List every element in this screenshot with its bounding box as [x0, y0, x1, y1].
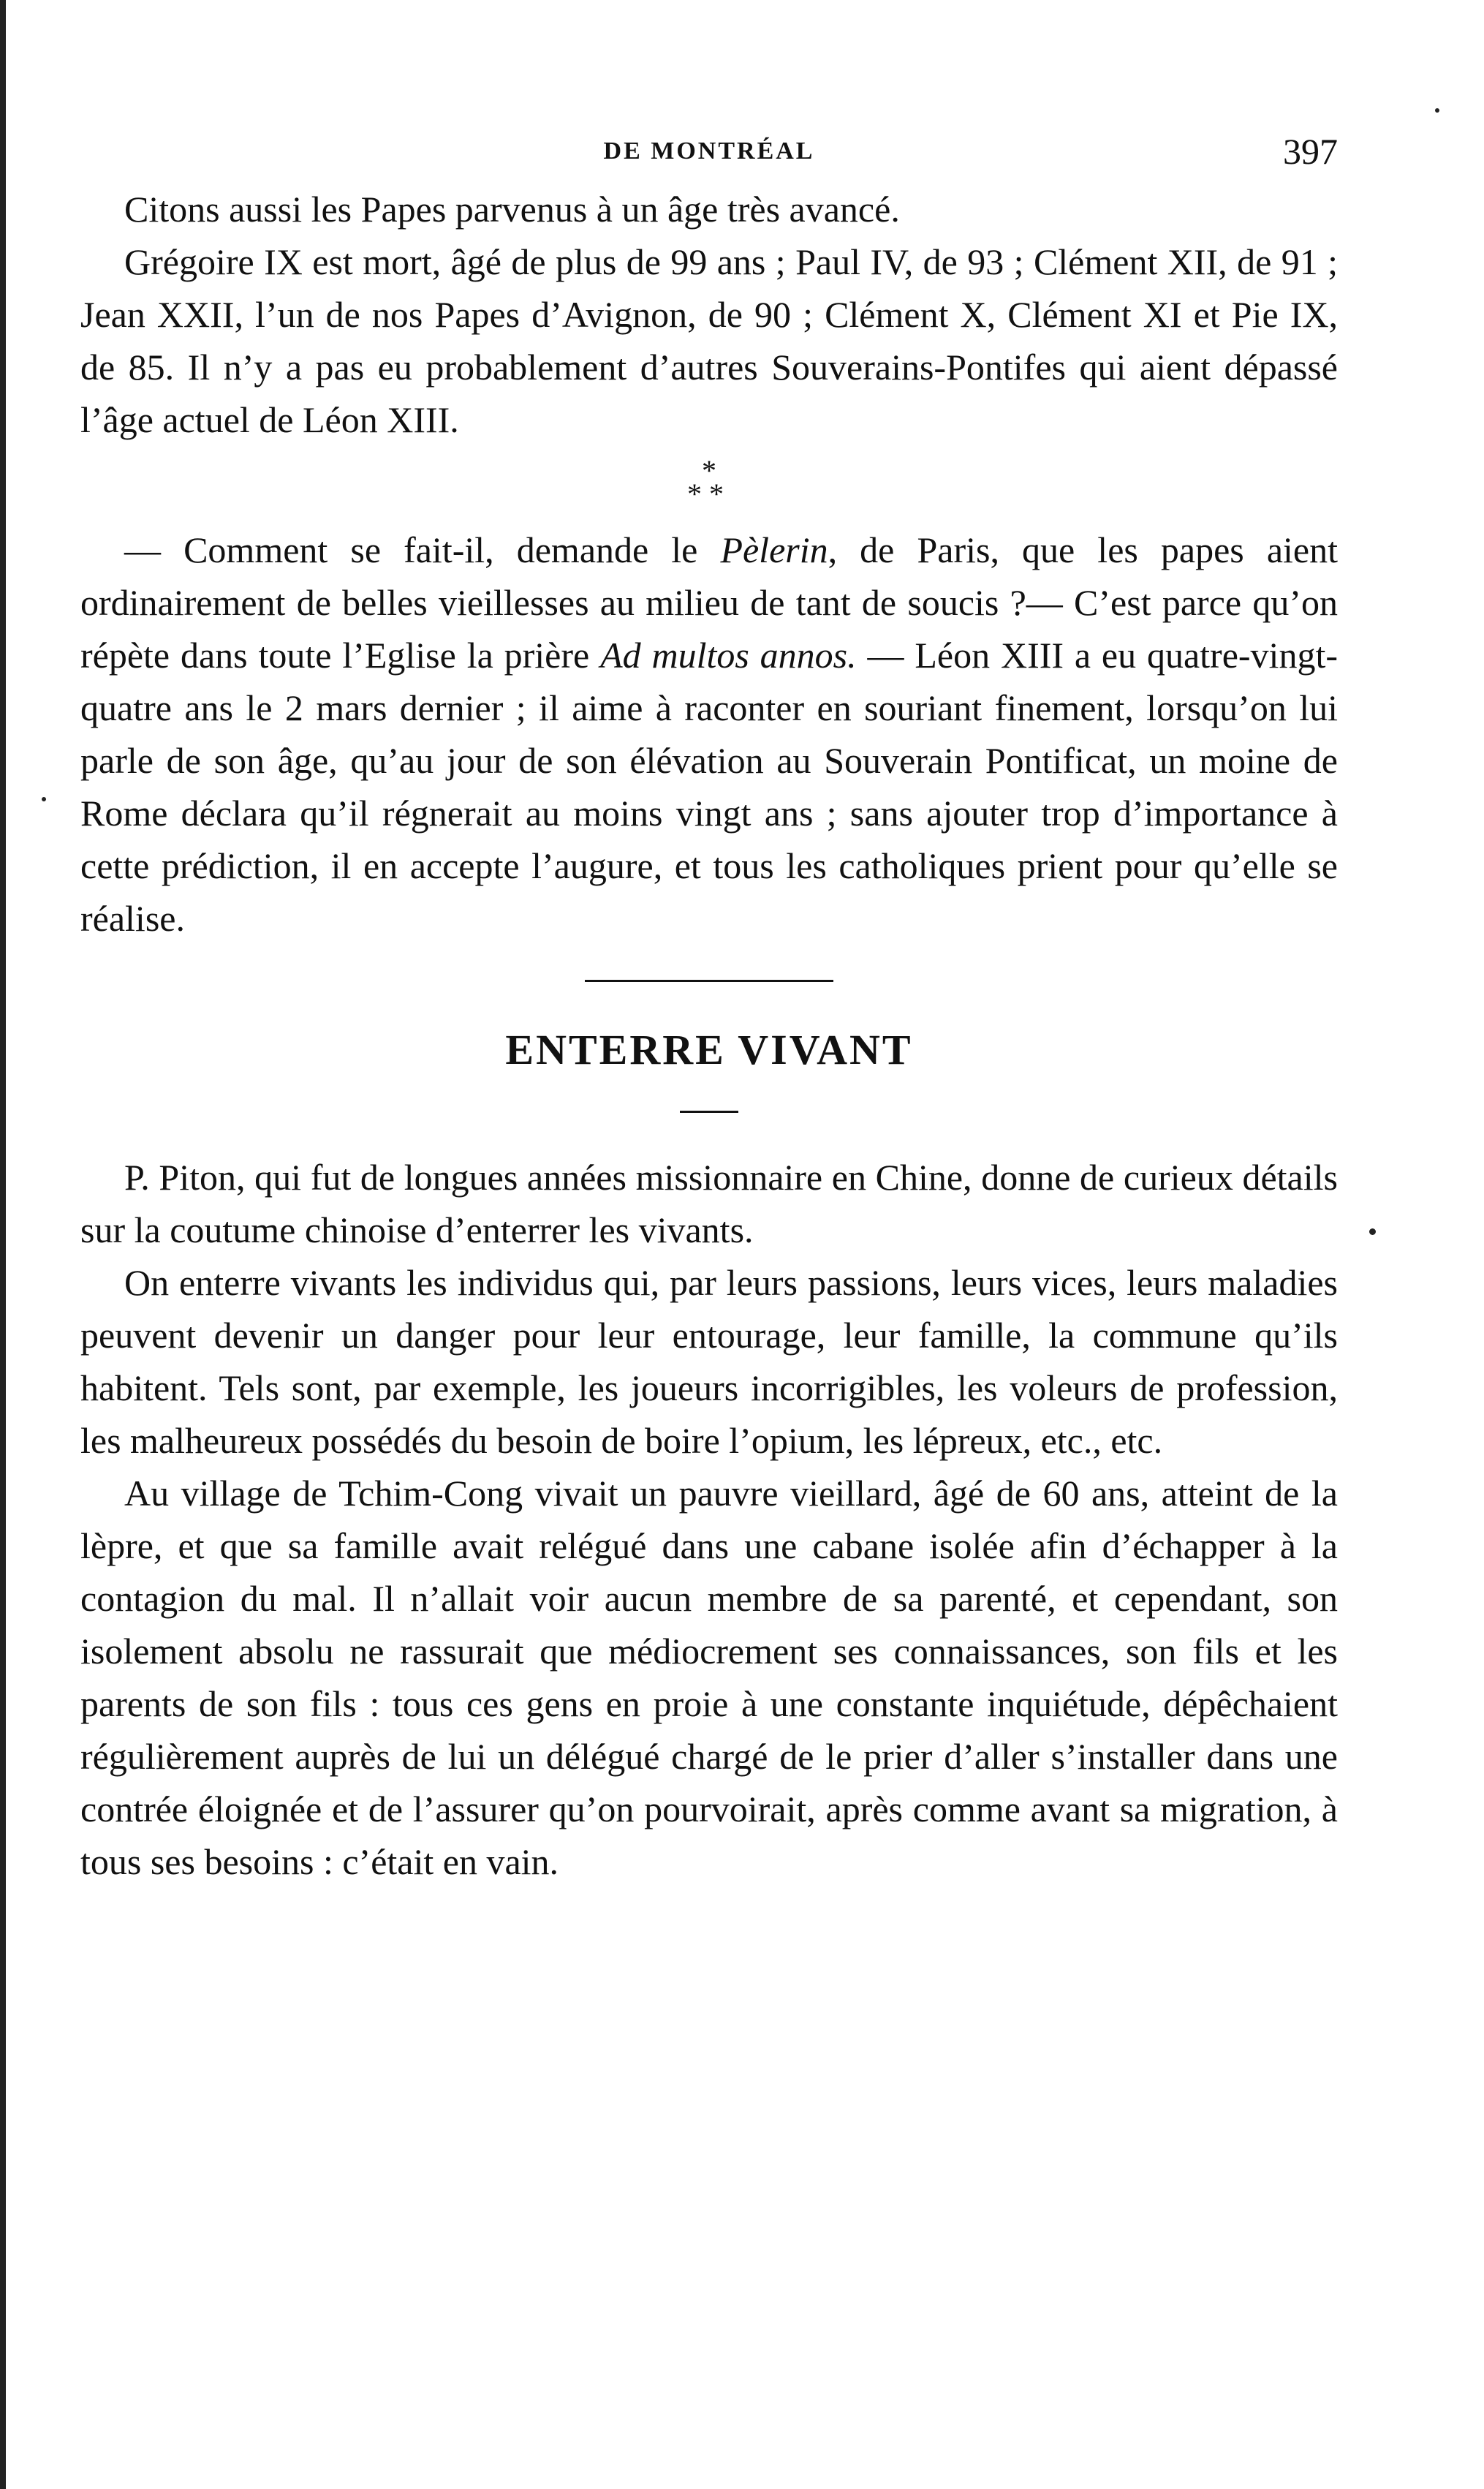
- paragraph: Au village de Tchim-Cong vivait un pauvre vieillard, âgé de 60 ans, atteint de la lèpre, et que sa famille avait relégué dans une cabane isolée afin d’échapper à la contagion du mal. Il n’allait voir aucun membre de sa parenté, et cependant, son isolement absolu ne rassurait que médiocrement ses connaissances, son fils et les parents de son fils : tous ces gens en proie à une constante inquiétude, dépêchaient régulièrement auprès de lui un délégué chargé de le prier d’aller s’installer dans une contrée éloignée et de l’assurer qu’on pourvoirait, après comme avant sa migration, à tous ses besoins : c’était en vain.: [80, 1473, 1338, 1882]
- paragraph: Grégoire IX est mort, âgé de plus de 99 ans ; Paul IV, de 93 ; Clément XII, de 91 ; Jean XXII, l’un de nos Papes d’Avignon, de 90 ; Clément X, Clément XI et Pie IX, de 85. Il n’y a pas eu probablement d’autres Souverains-Pontifes qui aient dépassé l’âge actuel de Léon XIII.: [80, 241, 1338, 440]
- scan-speck: [1435, 108, 1439, 113]
- scan-speck: [42, 797, 46, 801]
- running-title: DE MONTRÉAL: [603, 137, 815, 165]
- page-number: 397: [1283, 131, 1338, 172]
- paragraph: P. Piton, qui fut de longues années missionnaire en Chine, donne de curieux détails sur la coutume chinoise d’enterrer les vivants.: [80, 1157, 1338, 1250]
- asterism-ornament: * **: [687, 454, 731, 510]
- scan-edge: [0, 0, 6, 2489]
- title-underline-rule: [680, 1111, 738, 1113]
- paragraph: Citons aussi les Papes parvenus à un âge très avancé.: [124, 189, 900, 230]
- publication-title: Pèlerin: [720, 529, 828, 570]
- section-divider: [585, 980, 833, 982]
- pelerin-paragraph: — Comment se fait-il, demande le Pèlerin, de Paris, que les papes aient ordinairement de belles vieillesses au milieu de tant de soucis ?— C’est parce qu’on répète dans toute l’Eglise la prière Ad multos annos. — Léon XIII a eu quatre-vingt-quatre ans le 2 mars dernier ; il aime à raconter en souriant finement, lorsqu’on lui parle de son âge, qu’au jour de son élévation au Souverain Pontificat, un moine de Rome déclara qu’il régnerait au moins vingt ans ; sans ajouter trop d’importance à cette prédiction, il en accepte l’augure, et tous les catholiques prient pour qu’elle se réalise.: [80, 529, 1338, 939]
- page-header: [80, 124, 1338, 183]
- scan-speck: [1369, 1228, 1376, 1235]
- book-page: [80, 124, 1338, 1888]
- prayer-title: Ad multos annos.: [600, 635, 857, 676]
- paragraph: On enterre vivants les individus qui, par leurs passions, leurs vices, leurs maladies peuvent devenir un danger pour leur entourage, leur famille, la commune qu’ils habitent. Tels sont, par exemple, les joueurs incorrigibles, les voleurs de profession, les malheureux possédés du besoin de boire l’opium, les lépreux, etc., etc.: [80, 1262, 1338, 1461]
- section-title: ENTERRE VIVANT: [505, 1026, 913, 1073]
